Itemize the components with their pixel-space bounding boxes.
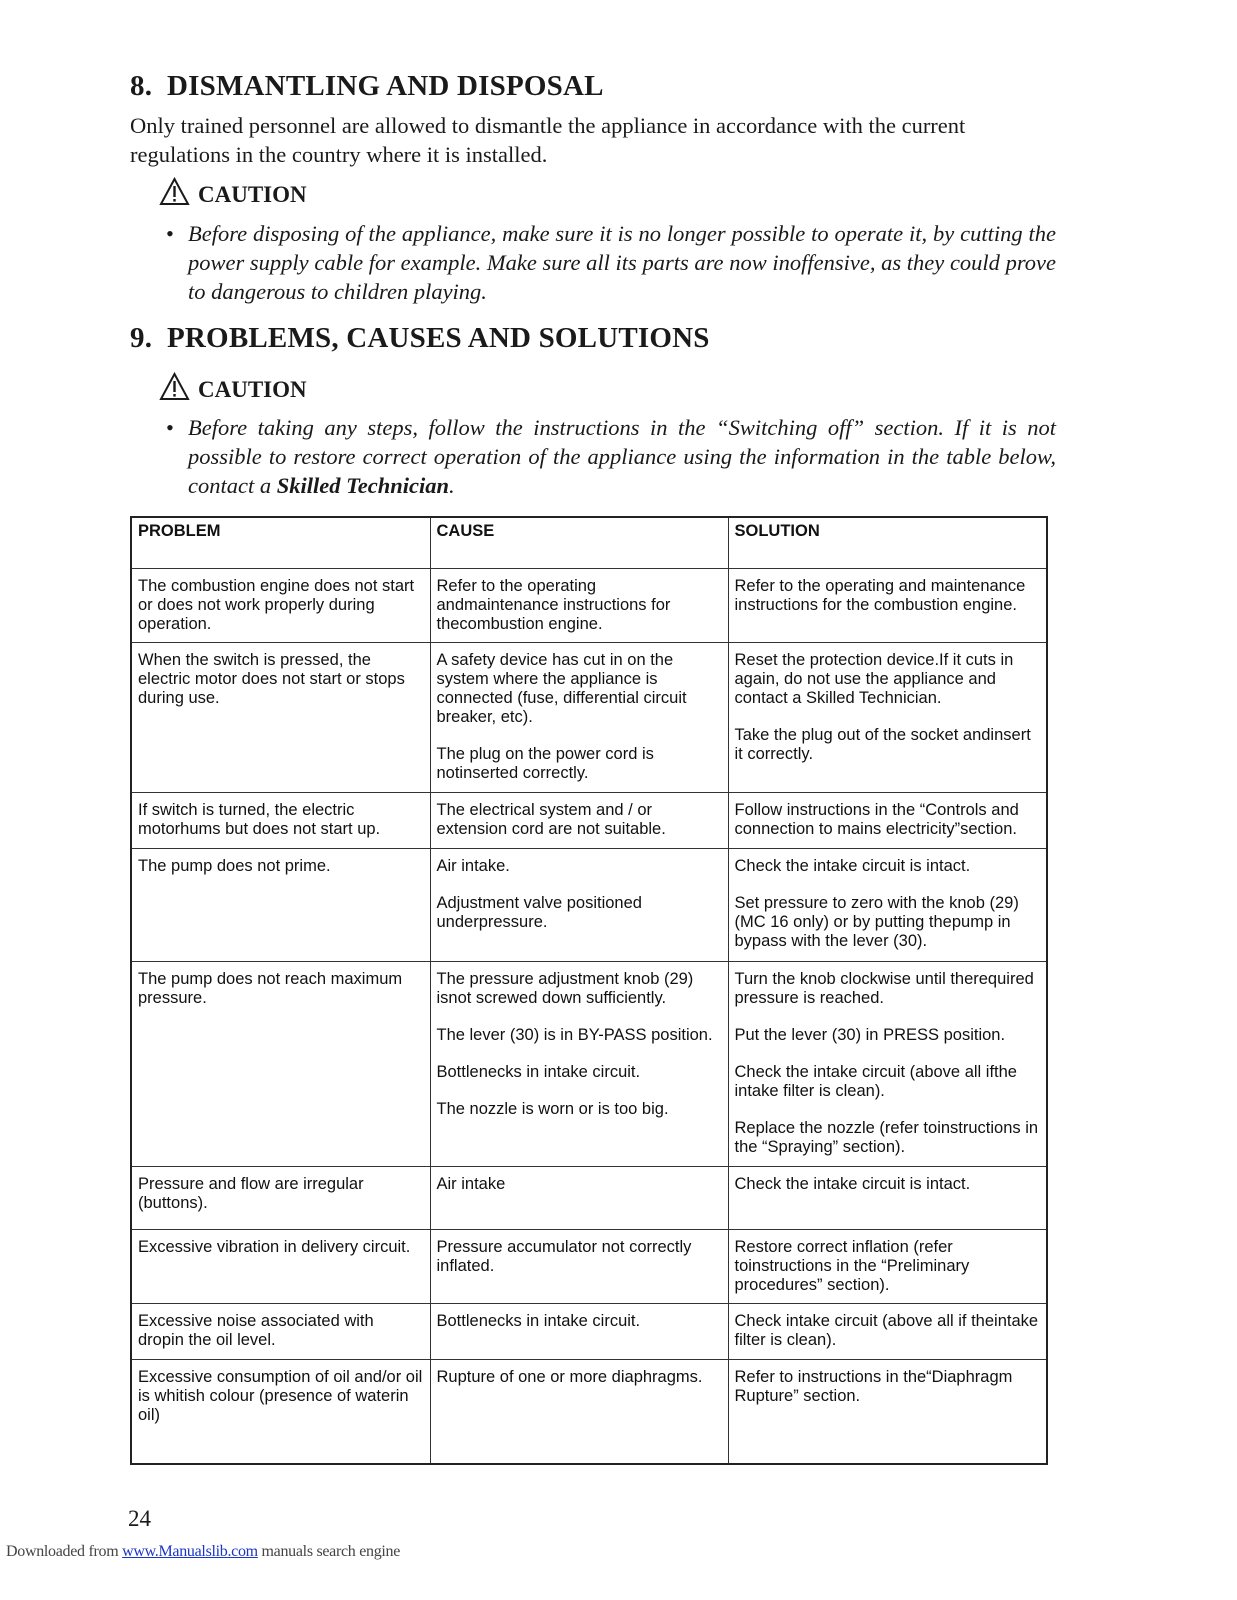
problem-cell: The combustion engine does not start or does not work properly during operation.	[131, 569, 430, 643]
cause-item: The nozzle is worn or is too big.	[436, 1100, 669, 1118]
table-row	[131, 1304, 1047, 1360]
cause-item: Rupture of one or more diaphragms.	[436, 1368, 703, 1386]
solution-item: Put the lever (30) in PRESS position.	[734, 1026, 1006, 1044]
cause-item: Air intake.	[436, 857, 510, 875]
section-9-heading	[130, 322, 710, 355]
warning-triangle-icon	[159, 177, 190, 206]
cause-item: Pressure accumulator not correctly inflated.	[436, 1238, 692, 1275]
warning-triangle-icon	[159, 372, 190, 401]
solution-cell	[728, 1230, 1047, 1304]
table-row	[131, 1167, 1047, 1230]
problem-cell: The pump does not reach maximum pressure.	[131, 962, 430, 1167]
solution-item: Take the plug out of the socket andinsert it correctly.	[734, 726, 1031, 763]
cause-item: The plug on the power cord is notinserted correctly.	[436, 745, 654, 782]
solution-item: Refer to the operating and maintenance instructions for the combustion engine.	[734, 577, 1026, 614]
solution-item: Check the intake circuit (above all ifthe intake filter is clean).	[734, 1063, 1017, 1100]
footer-suffix: manuals search engine	[257, 1543, 401, 1560]
section-8-caution-text: Before disposing of the appliance, make sure it is no longer possible to operate it, by cutting the power supply cable for example. Make sure all its parts are now inoffensive, as they could prove to dangerous to children playing.	[188, 221, 1056, 304]
cause-cell	[430, 1360, 728, 1464]
problem-cell: If switch is turned, the electric motorhums but does not start up.	[131, 793, 430, 849]
cause-item: The lever (30) is in BY-PASS position.	[436, 1026, 713, 1044]
solution-item: Restore correct inflation (refer toinstructions in the “Preliminary procedures” section).	[734, 1238, 970, 1294]
page-number: 24	[128, 1506, 151, 1531]
section-9-caution	[159, 369, 307, 403]
cause-item: The electrical system and / or extension cord are not suitable.	[436, 801, 666, 838]
solution-cell	[728, 793, 1047, 849]
problem-cell: Excessive consumption of oil and/or oil is whitish colour (presence of waterin oil)	[131, 1360, 430, 1464]
section-8-title: DISMANTLING AND DISPOSAL	[167, 70, 604, 102]
download-footer	[6, 1543, 400, 1561]
cause-item: Bottlenecks in intake circuit.	[436, 1063, 641, 1081]
solution-cell	[728, 962, 1047, 1167]
skilled-technician-emphasis: Skilled Technician	[276, 473, 450, 498]
cause-item: Refer to the operating andmaintenance instructions for thecombustion engine.	[436, 577, 671, 633]
problem-cell: Excessive vibration in delivery circuit.	[131, 1230, 430, 1304]
table-body	[131, 569, 1047, 1464]
solution-item: Check the intake circuit is intact.	[734, 857, 971, 875]
problem-cell: Excessive noise associated with dropin the oil level.	[131, 1304, 430, 1360]
caution-label: CAUTION	[198, 377, 307, 402]
solution-item: Set pressure to zero with the knob (29) (MC 16 only) or by putting thepump in bypass with the lever (30).	[734, 894, 1019, 950]
solution-item: Check the intake circuit is intact.	[734, 1175, 971, 1193]
table-row	[131, 643, 1047, 793]
cause-item: Adjustment valve positioned underpressure.	[436, 894, 642, 931]
column-header-problem: PROBLEM	[131, 517, 430, 569]
cause-cell	[430, 1230, 728, 1304]
cause-item: The pressure adjustment knob (29) isnot screwed down sufficiently.	[436, 970, 694, 1007]
table-row	[131, 793, 1047, 849]
column-header-solution: SOLUTION	[728, 517, 1047, 569]
problem-cell: The pump does not prime.	[131, 849, 430, 962]
table-header-row	[131, 517, 1047, 569]
section-9-caution-bullet: • Before taking any steps, follow the instructions in the “Switching off” section. If it is not possible to restore correct operation of the appliance using the information in the table below, contact a Skilled Technician.	[166, 415, 1056, 498]
cause-cell	[430, 793, 728, 849]
table-row	[131, 849, 1047, 962]
table-row	[131, 1360, 1047, 1464]
cause-item: Air intake	[436, 1175, 506, 1193]
solution-item: Reset the protection device.If it cuts in again, do not use the appliance and contact a Skilled Technician.	[734, 651, 1014, 707]
cause-item: Bottlenecks in intake circuit.	[436, 1312, 641, 1330]
solution-item: Follow instructions in the “Controls and connection to mains electricity”section.	[734, 801, 1019, 838]
section-8-number: 8.	[130, 70, 153, 102]
solution-item: Replace the nozzle (refer toinstructions in the “Spraying” section).	[734, 1119, 1039, 1156]
cause-item: A safety device has cut in on the system where the appliance is connected (fuse, differential circuit breaker, etc).	[436, 651, 687, 726]
section-8-intro: Only trained personnel are allowed to dismantle the appliance in accordance with the current regulations in the country where it is installed.	[130, 113, 966, 167]
caution-label: CAUTION	[198, 182, 307, 207]
section-9-number: 9.	[130, 322, 153, 354]
solution-cell	[728, 1360, 1047, 1464]
section-9-caution-text: Before taking any steps, follow the instructions in the “Switching off” section. If it is not possible to restore correct operation of the appliance using the information in the table below, contact a Skilled Technician.	[188, 415, 1056, 498]
section-8-heading	[130, 70, 604, 103]
cause-cell	[430, 1304, 728, 1360]
table-row	[131, 569, 1047, 643]
cause-cell	[430, 643, 728, 793]
solution-item: Turn the knob clockwise until therequired pressure is reached.	[734, 970, 1034, 1007]
column-header-cause: CAUSE	[430, 517, 728, 569]
cause-cell	[430, 849, 728, 962]
solution-cell	[728, 1304, 1047, 1360]
section-8-caution	[159, 174, 307, 208]
problem-cell: When the switch is pressed, the electric motor does not start or stops during use.	[131, 643, 430, 793]
problem-cell: Pressure and flow are irregular (buttons).	[131, 1167, 430, 1230]
solution-item: Check intake circuit (above all if theintake filter is clean).	[734, 1312, 1039, 1349]
cause-cell	[430, 962, 728, 1167]
solution-cell	[728, 569, 1047, 643]
footer-prefix: Downloaded from	[6, 1543, 123, 1560]
table-row	[131, 962, 1047, 1167]
manualslib-link[interactable]: www.Manualslib.com	[122, 1543, 258, 1560]
section-9-title: PROBLEMS, CAUSES AND SOLUTIONS	[167, 322, 710, 354]
table-row	[131, 1230, 1047, 1304]
solution-cell	[728, 849, 1047, 962]
problems-table	[130, 516, 1048, 1465]
cause-cell	[430, 569, 728, 643]
cause-cell	[430, 1167, 728, 1230]
solution-item: Refer to instructions in the“Diaphragm Rupture” section.	[734, 1368, 1013, 1405]
solution-cell	[728, 643, 1047, 793]
section-8-caution-bullet: • Before disposing of the appliance, make sure it is no longer possible to operate it, by cutting the power supply cable for example. Make sure all its parts are now inoffensive, as they could prove to dangerous to children playing.	[166, 221, 1056, 304]
solution-cell	[728, 1167, 1047, 1230]
